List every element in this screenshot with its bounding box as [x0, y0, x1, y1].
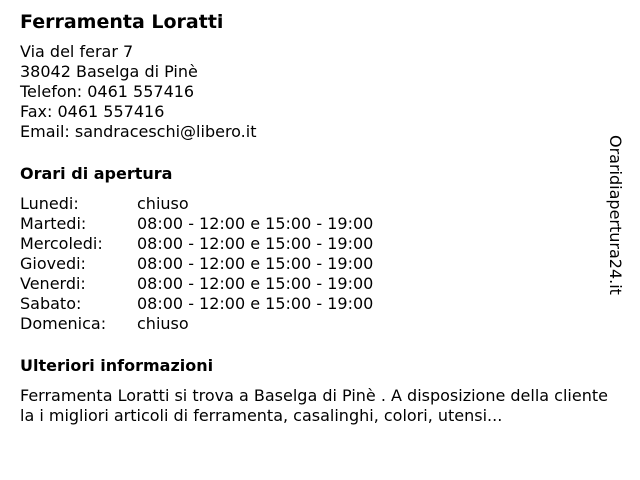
- address-street: Via del ferar 7: [20, 42, 134, 61]
- day-label: Martedi:: [20, 214, 87, 233]
- hours-row: [20, 314, 605, 334]
- hours-row: [20, 194, 605, 214]
- day-hours: chiuso: [137, 194, 189, 213]
- hours-row: [20, 254, 605, 274]
- site-watermark: Oraridiapertura24.it: [606, 135, 625, 295]
- hours-row: [20, 234, 605, 254]
- more-info-text: Ferramenta Loratti si trova a Baselga di Pinè . A disposizione della clientela i migliori articoli di ferramenta, casalinghi, colori, utensi...: [20, 386, 608, 425]
- opening-hours-table: [20, 194, 605, 334]
- shop-name: Ferramenta Loratti: [20, 11, 224, 33]
- day-label: Lunedi:: [20, 194, 79, 213]
- day-hours: 08:00 - 12:00 e 15:00 - 19:00: [137, 234, 374, 253]
- fax-number: Fax: 0461 557416: [20, 102, 165, 121]
- day-label: Giovedi:: [20, 254, 86, 273]
- day-hours: chiuso: [137, 314, 189, 333]
- day-label: Mercoledi:: [20, 234, 103, 253]
- day-hours: 08:00 - 12:00 e 15:00 - 19:00: [137, 214, 374, 233]
- day-label: Domenica:: [20, 314, 107, 333]
- opening-hours-title: Orari di apertura: [20, 164, 173, 183]
- address-city: 38042 Baselga di Pinè: [20, 62, 198, 81]
- day-hours: 08:00 - 12:00 e 15:00 - 19:00: [137, 294, 374, 313]
- hours-row: [20, 274, 605, 294]
- day-hours: 08:00 - 12:00 e 15:00 - 19:00: [137, 254, 374, 273]
- hours-row: [20, 294, 605, 314]
- email-address: Email: sandraceschi@libero.it: [20, 122, 257, 141]
- day-label: Sabato:: [20, 294, 82, 313]
- phone-number: Telefon: 0461 557416: [20, 82, 195, 101]
- hours-row: [20, 214, 605, 234]
- contact-block: [20, 42, 605, 142]
- day-hours: 08:00 - 12:00 e 15:00 - 19:00: [137, 274, 374, 293]
- shop-card: [20, 8, 608, 426]
- day-label: Venerdi:: [20, 274, 86, 293]
- more-info-title: Ulteriori informazioni: [20, 356, 214, 375]
